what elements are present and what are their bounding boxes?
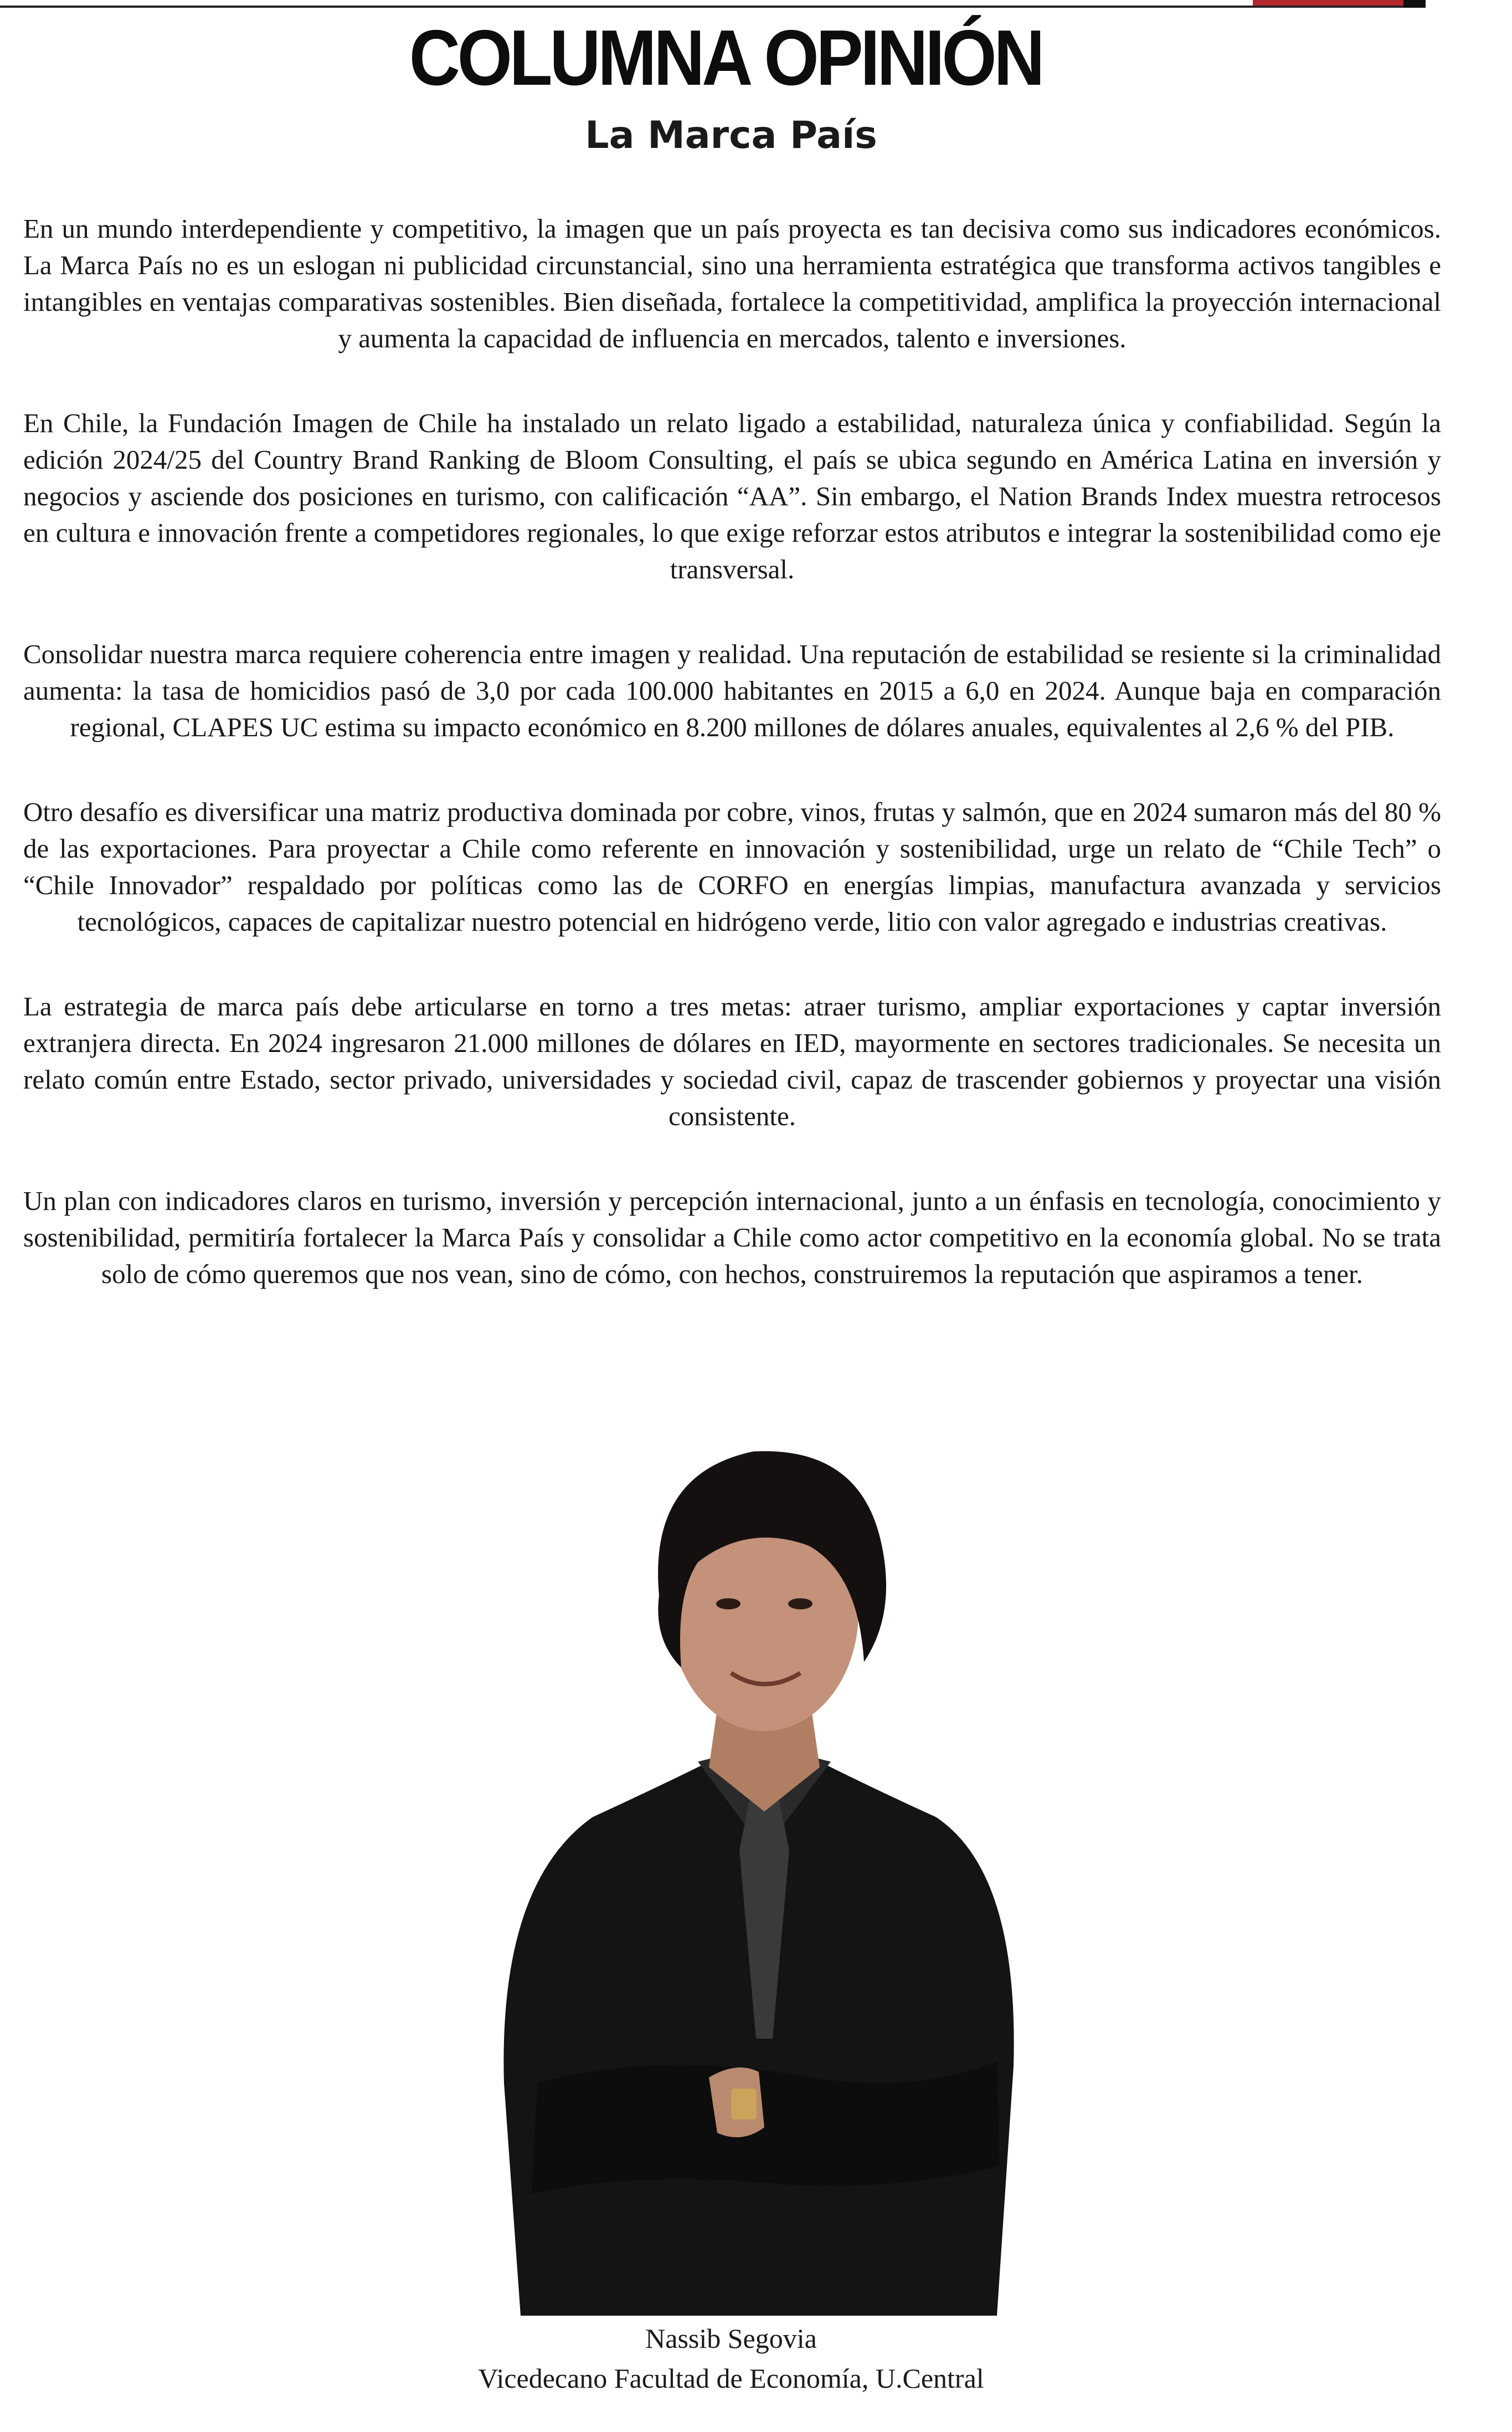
section-tab-black <box>1403 0 1426 8</box>
top-rule <box>0 6 1407 8</box>
author-name: Nassib Segovia <box>645 2323 817 2354</box>
portrait-eye <box>716 1598 740 1609</box>
portrait-watch <box>731 2089 757 2120</box>
article-headline: La Marca País <box>585 114 877 157</box>
portrait-arms <box>532 2061 1000 2194</box>
column-title: COLUMNA OPINIÓN <box>409 14 1042 102</box>
article-body <box>23 211 1441 1341</box>
portrait-eye <box>788 1598 812 1609</box>
article-paragraph: Otro desafío es diversificar una matriz productiva dominada por cobre, vinos, frutas y salmón, que en 2024 sumaron más del 80 % de las exportaciones. Para proyectar a Chile como referente en innovación y sostenibilidad, urge un relato de “Chile Tech” o “Chile Innovador” respaldado por políticas como las de CORFO en energías limpias, manufactura avanzada y servicios tecnológicos, capaces de capitalizar nuestro potencial en hidrógeno verde, litio con valor agregado e industrias creativas. <box>23 797 1441 937</box>
article-paragraph: En un mundo interdependiente y competitivo, la imagen que un país proyecta es tan decisiva como sus indicadores económicos. La Marca País no es un eslogan ni publicidad circunstancial, sino una herramienta estratégica que transforma activos tangibles e intangibles en ventajas comparativas sostenibles. Bien diseñada, fortalece la competitividad, amplifica la proyección internacional y aumenta la capacidad de influencia en mercados, talento e inversiones. <box>23 213 1441 353</box>
section-tab-red <box>1253 0 1403 6</box>
article-paragraph: La estrategia de marca país debe articularse en torno a tres metas: atraer turismo, ampliar exportaciones y captar inversión extranjera directa. En 2024 ingresaron 21.000 millones de dólares en IED, mayormente en sectores tradicionales. Se necesita un relato común entre Estado, sector privado, universidades y sociedad civil, capaz de trascender gobiernos y proyectar una visión consistente. <box>23 991 1441 1131</box>
author-portrait <box>498 1429 1030 2316</box>
article-paragraph: En Chile, la Fundación Imagen de Chile ha instalado un relato ligado a estabilidad, naturaleza única y confiabilidad. Según la edición 2024/25 del Country Brand Ranking de Bloom Consulting, el país se ubica segundo en América Latina en inversión y negocios y asciende dos posiciones en turismo, con calificación “AA”. Sin embargo, el Nation Brands Index muestra retrocesos en cultura e innovación frente a competidores regionales, lo que exige reforzar estos atributos e integrar la sostenibilidad como eje transversal. <box>23 408 1441 584</box>
article-paragraph: Un plan con indicadores claros en turismo, inversión y percepción internacional, junto a un énfasis en tecnología, conocimiento y sostenibilidad, permitiría fortalecer la Marca País y consolidar a Chile como actor competitivo en la economía global. No se trata solo de cómo queremos que nos vean, sino de cómo, con hechos, construiremos la reputación que aspiramos a tener. <box>23 1186 1441 1289</box>
author-role: Vicedecano Facultad de Economía, U.Central <box>478 2363 984 2394</box>
article-paragraph: Consolidar nuestra marca requiere coherencia entre imagen y realidad. Una reputación de estabilidad se resiente si la criminalidad aumenta: la tasa de homicidios pasó de 3,0 por cada 100.000 habitantes en 2015 a 6,0 en 2024. Aunque baja en comparación regional, CLAPES UC estima su impacto económico en 8.200 millones de dólares anuales, equivalentes al 2,6 % del PIB. <box>23 639 1441 742</box>
